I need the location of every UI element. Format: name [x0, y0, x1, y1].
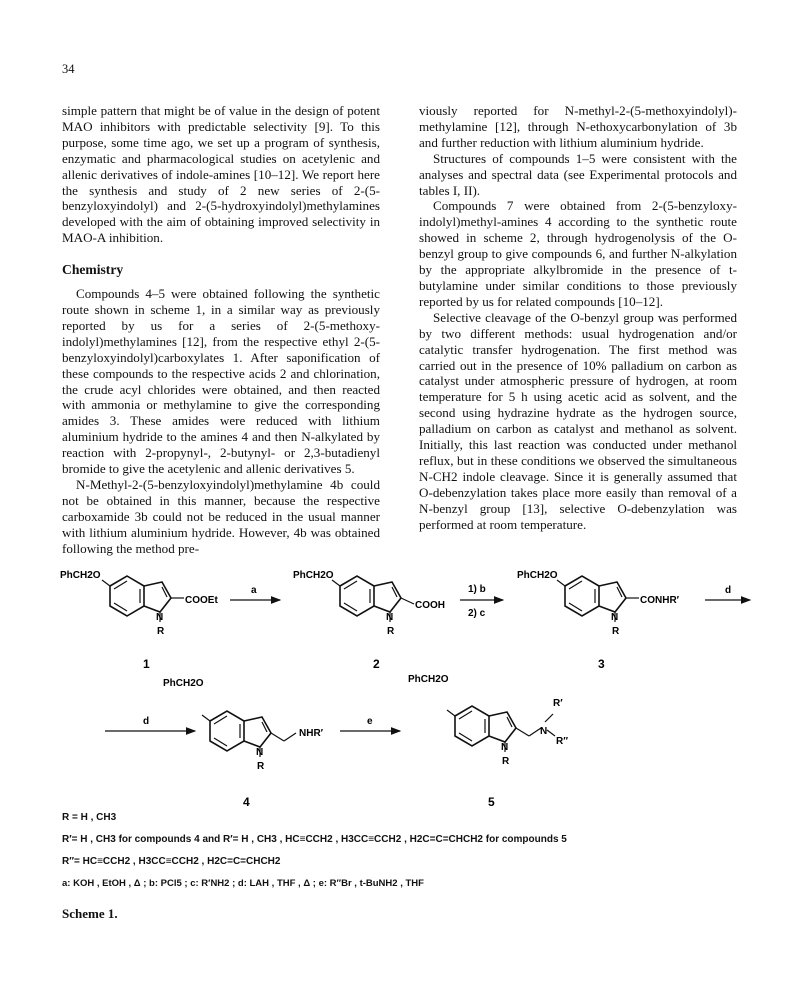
arrow-a-label: a [251, 585, 257, 596]
compound-4 [202, 711, 296, 757]
c4-amine: NHR′ [299, 728, 324, 739]
c3-amide: CONHR′ [640, 595, 680, 606]
c5-r-double-prime: R″ [556, 736, 569, 747]
c3-n: N [611, 612, 619, 623]
chemistry-paragraph-2: N-Methyl-2-(5-benzyloxyindolyl)methylamine 4b could not be obtained in this manner, because the respective carboxamide 3b could not be reduced in the usual manner with lithium aluminium hydride. However, 4b was obtained following the method pre- [62, 476, 380, 556]
arrow-e-label: e [367, 716, 373, 727]
c4-substituent: PhCH2O [163, 678, 204, 689]
right-paragraph-1: viously reported for N-methyl-2-(5-methoxyindolyl)-methylamine [12], through N-ethoxycarbonylation of 3b and further reduction with lithium aluminium hydride. [419, 103, 737, 150]
label-2: 2 [373, 657, 380, 671]
right-column [419, 103, 737, 532]
left-column [62, 103, 380, 556]
scheme-caption: Scheme 1. [62, 906, 118, 921]
compound-3 [557, 576, 639, 622]
legend-r-double-prime: R″= HC≡CCH2 , H3CC≡CCH2 , H2C=C=CHCH2 [62, 856, 281, 867]
c2-n: N [386, 612, 394, 623]
c4-r: R [257, 761, 265, 772]
c5-r-prime: R′ [553, 698, 563, 709]
arrow-b-label: 1) b [468, 584, 486, 595]
right-paragraph-3: Compounds 7 were obtained from 2-(5-benzyloxy-indolyl)methyl-amines 4 according to the synthetic route showed in scheme 2, through hydrogenolysis of the O-benzyl group to give compounds 6, and further N-alkylation by the appropriate alkylbromide in the presence of t-butylamine under similar conditions to those previously reported by us for related compounds [10–12]. [419, 198, 737, 309]
arrow-d2-label: d [143, 716, 150, 727]
label-5: 5 [488, 795, 495, 809]
intro-paragraph: simple pattern that might be of value in the design of potent MAO inhibitors with predictable selectivity [9]. To this purpose, some time ago, we set up a program of synthesis, enzymatic and pharmacological studies on acetylenic and allenic derivatives of indole-amines [10–12]. We report here the synthesis and study of 2 new series of 2-(5-benzyloxyindolyl) and 2-(5-hydroxyindolyl)methylamines developed with the aim of obtaining improved selectivity in MAO-A inhibition. [62, 103, 380, 246]
c2-r: R [387, 626, 395, 637]
page-number: 34 [62, 62, 75, 76]
c1-n: N [156, 612, 164, 623]
c2-substituent: PhCH2O [293, 570, 334, 581]
legend-reagents: a: KOH , EtOH , Δ ; b: PCl5 ; c: R′NH2 ; d: LAH , THF , Δ ; e: R″Br , t-BuNH2 , THF [62, 878, 424, 889]
c5-indole-n: N [501, 742, 509, 753]
c5-substituent: PhCH2O [408, 674, 449, 685]
label-1: 1 [143, 657, 150, 671]
label-3: 3 [598, 657, 605, 671]
compound-1 [102, 576, 184, 622]
c2-acid: COOH [415, 600, 445, 611]
c1-r: R [157, 626, 165, 637]
chemistry-paragraph-1: Compounds 4–5 were obtained following the synthetic route shown in scheme 1, in a similar way as previously reported by us for a series of 2-(5-methoxy-indolyl)methylamines [12], from the respective ethyl 2-(5-benzyloxyindolyl)carboxylates 1. After saponification of these compounds to the respective acids 2 and chlorination, the crude acyl chlorides were obtained, and then reacted with ammonia or methylamine to give the corresponding amides 3. These amides were reduced with lithium aluminium hydride to the amines 4 and then N-alkylated by reaction with 2-propynyl-, 2-butynyl- or 2,3-butadienyl bromide to give the acetylenic and allenic derivatives 5. [62, 286, 380, 477]
arrow-d1-label: d [725, 585, 732, 596]
compound-2 [332, 576, 414, 622]
c5-indole-r: R [502, 756, 510, 767]
c3-substituent: PhCH2O [517, 570, 558, 581]
arrow-c-label: 2) c [468, 608, 486, 619]
c5-n: N [540, 726, 548, 737]
c1-substituent: PhCH2O [60, 570, 101, 581]
legend-r: R = H , CH3 [62, 812, 117, 823]
right-paragraph-2: Structures of compounds 1–5 were consistent with the analyses and spectral data (see Experimental protocols and tables I, II). [419, 150, 737, 198]
c4-n: N [256, 747, 264, 758]
right-paragraph-4: Selective cleavage of the O-benzyl group was performed by two different methods: usual hydrogenation and/or catalytic transfer hydrogenation. The first method was carried out in the presence of 10% palladium on carbon as catalyst under atmospheric pressure of hydrogen, at room temperature for 5 h using acetic acid as solvent, and the second using hydrazine hydrate as the hydrogen source, palladium on carbon as catalyst and methanol as solvent. Initially, this last reaction was conducted under methanol reflux, but in these conditions we observed the simultaneous N-CH2 indole cleavage. Since it is generally assumed that O-debenzylation takes place more easily than removal of a N-benzyl group [13], selective O-debenzylation was performed at room temperature. [419, 309, 737, 532]
c1-ester: COOEt [185, 595, 218, 606]
label-4: 4 [243, 795, 250, 809]
c3-r: R [612, 626, 620, 637]
chemistry-heading: Chemistry [62, 262, 124, 278]
legend-r-prime: R′= H , CH3 for compounds 4 and R′= H , CH3 , HC≡CCH2 , H3CC≡CCH2 , H2C=C=CHCH2 for compounds 5 [62, 834, 567, 845]
